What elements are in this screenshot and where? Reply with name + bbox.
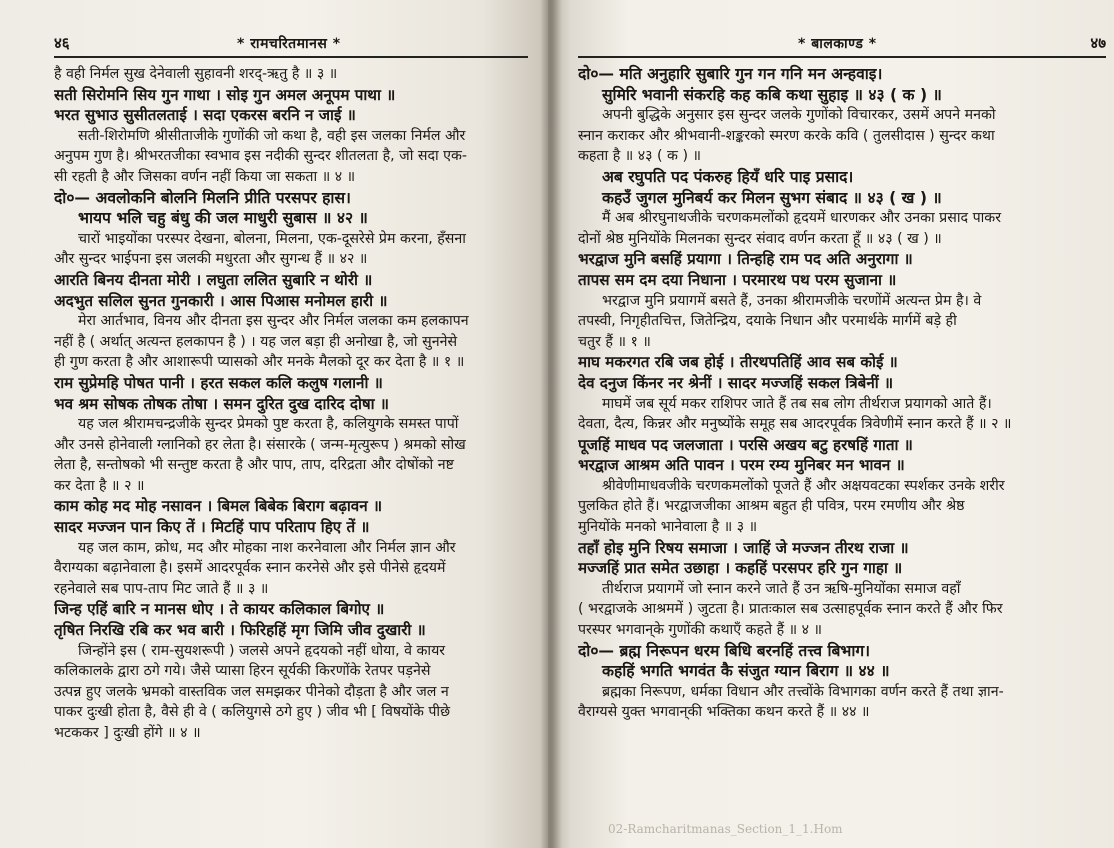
prose-line: उत्पन्न हुए जलके भ्रमको वास्तविक जल समझकर पीनेको दौड़ता है और जल न (54, 683, 449, 700)
prose-line: ( भरद्वाजके आश्रममें ) जुटता है। प्रातःकाल सब उत्साहपूर्वक स्नान करते हैं और फिर (578, 601, 1003, 618)
doha-line: अब रघुपति पद पंकरुह हियँ धरि पाइ प्रसाद। (602, 167, 854, 186)
prose-line: नहीं है ( अर्थात् अत्यन्त हलकापन है ) । यह जल बड़ा ही अनोखा है, जो सुननेसे (54, 333, 458, 350)
verse-line: जिन्ह एहिं बारि न मानस धोए । ते कायर कलिकाल बिगोए ॥ (54, 600, 385, 619)
prose-line: जिन्होंने इस ( राम-सुयशरूपी ) जलसे अपने हृदयको नहीं धोया, वे कायर (78, 642, 446, 659)
right-page (548, 0, 1114, 848)
prose-line: माघमें जब सूर्य मकर राशिपर जाते हैं तब सब लोग तीर्थराज प्रयागको आते हैं। (602, 395, 992, 412)
verse-line: राम सुप्रेमहि पोषत पानी । हरत सकल कलि कलुष गलानी ॥ (54, 373, 383, 392)
prose-line: अनुपम गुण है। श्रीभरतजीका स्वभाव इस नदीकी सुन्दर शीतलता है, जो सदा एक- (54, 148, 468, 165)
doha-line: दो०— मति अनुहारि सुबारि गुन गन गनि मन अन्हवाइ। (578, 65, 883, 83)
left-page-text (54, 64, 528, 744)
prose-line: लेता है, सन्तोषको भी सन्तुष्ट करता है और पाप, ताप, दरिद्रता और दोषोंको नष्ट (54, 457, 454, 474)
right-page-number: ४७ (1090, 34, 1106, 52)
right-page-text (578, 64, 1106, 723)
verse-line: अदभुत सलिल सुनत गुनकारी । आस पिआस मनोमल हारी ॥ (54, 291, 388, 310)
prose-line: यह जल श्रीरामचन्द्रजीके सुन्दर प्रेमको पुष्ट करता है, कलियुगके समस्त पापों (78, 416, 459, 433)
prose-line: ही गुण करता है और आशारूपी प्यासको और मनके मैलको दूर कर देता है ॥ १ ॥ (54, 354, 465, 371)
prose-line: और सुन्दर भाईपना इस जलकी मधुरता और सुगन्ध हैं ॥ ४२ ॥ (54, 251, 368, 268)
prose-line: पुलकित होते हैं। भरद्वाजजीका आश्रम बहुत ही पवित्र, परम रमणीय और श्रेष्ठ (578, 498, 965, 515)
prose-line: रहनेवाले सब पाप-ताप मिट जाते हैं ॥ ३ ॥ (54, 580, 269, 597)
prose-line: मुनियोंके मनको भानेवाला है ॥ ३ ॥ (578, 519, 758, 536)
prose-line: तीर्थराज प्रयागमें जो स्नान करने जाते हैं उन ऋषि-मुनियोंका समाज वहाँ (602, 580, 961, 597)
faded-footer-mark: 02-Ramcharitmanas_Section_1_1.Hom (608, 822, 843, 836)
prose-line: भटककर ] दुःखी होंगे ॥ ४ ॥ (54, 725, 201, 741)
left-page-header (54, 30, 528, 58)
prose-line: मैं अब श्रीरघुनाथजीके चरणकमलोंको हृदयमें धारणकर और उनका प्रसाद पाकर (602, 210, 1001, 227)
verse-line: भरद्वाज आश्रम अति पावन । परम रम्य मुनिबर मन भावन ॥ (578, 456, 905, 475)
verse-line: भरद्वाज मुनि बसहिं प्रयागा । तिन्हहि राम पद अति अनुरागा ॥ (578, 250, 913, 269)
prose-line: मेरा आर्तभाव, विनय और दीनता इस सुन्दर और निर्मल जलका कम हलकापन (78, 313, 469, 330)
prose-line: परस्पर भगवान्‌के गुणोंकी कथाएँ कहते हैं ॥ ४ ॥ (578, 622, 823, 639)
prose-line: दोनों श्रेष्ठ मुनियोंके मिलनका सुन्दर संवाद वर्णन करता हूँ ॥ ४३ ( ख ) ॥ (578, 230, 942, 247)
prose-line: भरद्वाज मुनि प्रयागमें बसते हैं, उनका श्रीरामजीके चरणोंमें अत्यन्त प्रेम है। वे (602, 292, 982, 309)
prose-line: कलिकालके द्वारा ठगे गये। जैसे प्यासा हिरन सूर्यकी किरणोंके रेतपर पड़नेसे (54, 663, 431, 680)
doha-line: दो०— अवलोकनि बोलनि मिलनि प्रीति परसपर हास। (54, 188, 351, 207)
verse-line: पूजहिं माधव पद जलजाता । परसि अखय बटु हरषहिं गाता ॥ (578, 435, 913, 454)
prose-line: कर देता है ॥ २ ॥ (54, 477, 145, 494)
prose-line: वैराग्यका बढ़ानेवाला है। इसमें आदरपूर्वक स्नान करनेसे और इसे पीनेसे हृदयमें (54, 560, 446, 577)
verse-line: सादर मज्जन पान किए तें । मिटहिं पाप परिताप हिए तें ॥ (54, 518, 370, 537)
doha-line: सुमिरि भवानी संकरहि कह कबि कथा सुहाइ ॥ ४३ ( क ) ॥ (602, 85, 942, 104)
prose-line: वैराग्यसे युक्त भगवान्‌की भक्तिका कथन करते हैं ॥ ४४ ॥ (578, 704, 870, 721)
verse-line: तृषित निरखि रबि कर भव बारी । फिरिहहिं मृग जिमि जीव दुखारी ॥ (54, 621, 426, 640)
verse-line: भव श्रम सोषक तोषक तोषा । समन दुरित दुख दारिद दोषा ॥ (54, 394, 389, 413)
prose-line: चतुर हैं ॥ १ ॥ (578, 333, 651, 350)
prose-line: यह जल काम, क्रोध, मद और मोहका नाश करनेवाला और निर्मल ज्ञान और (78, 539, 456, 556)
verse-line: काम कोह मद मोह नसावन । बिमल बिबेक बिराग बढ़ावन ॥ (54, 497, 383, 516)
verse-line: तहाँ होइ मुनि रिषय समाजा । जाहिं जे मज्जन तीरथ राजा ॥ (578, 538, 909, 557)
verse-line: माघ मकरगत रबि जब होई । तीरथपतिहिं आव सब कोई ॥ (578, 353, 898, 372)
doha-line: कहउँ जुगल मुनिबर्य कर मिलन सुभग संबाद ॥ ४३ ( ख ) ॥ (602, 188, 942, 207)
verse-line: तापस सम दम दया निधाना । परमारथ पथ परम सुजाना ॥ (578, 270, 897, 289)
prose-line: चारों भाइयोंका परस्पर देखना, बोलना, मिलना, एक-दूसरेसे प्रेम करना, हँसना (78, 230, 466, 247)
prose-line: सी रहती है और जिसका वर्णन नहीं किया जा सकता ॥ ४ ॥ (54, 168, 356, 185)
prose-line: तपस्वी, निगृहीतचित्त, जितेन्द्रिय, दयाके निधान और परमार्थके मार्गमें बड़े ही (578, 313, 957, 330)
right-page-header (578, 30, 1106, 58)
prose-line: पाकर दुःखी होता है, वैसे ही वे ( कलियुगसे ठगे हुए ) जीव भी [ विषयोंके पीछे (54, 704, 451, 721)
left-page (0, 0, 548, 848)
verse-line: देव दनुज किंनर नर श्रेनीं । सादर मज्जहिं सकल त्रिबेनीं ॥ (578, 373, 894, 392)
right-running-title: * बालकाण्ड * (798, 35, 877, 52)
prose-line: है वही निर्मल सुख देनेवाली सुहावनी शरद्-ऋतु है ॥ ३ ॥ (54, 66, 338, 82)
prose-line: स्नान कराकर और श्रीभवानी-शङ्करको स्मरण करके कवि ( तुलसीदास ) सुन्दर कथा (578, 127, 995, 144)
doha-line: कहहिं भगति भगवंत कै संजुत ग्यान बिराग ॥ ४४ ॥ (602, 662, 890, 681)
verse-line: भरत सुभाउ सुसीतलताई । सदा एकरस बरनि न जाई ॥ (54, 106, 356, 125)
prose-line: कहता है ॥ ४३ ( क ) ॥ (578, 148, 702, 165)
doha-line: भायप भलि चहु बंधु की जल माधुरी सुबास ॥ ४२ ॥ (78, 209, 368, 228)
verse-line: आरति बिनय दीनता मोरी । लघुता ललित सुबारि न थोरी ॥ (54, 270, 373, 289)
left-page-number: ४६ (54, 34, 70, 52)
prose-line: अपनी बुद्धिके अनुसार इस सुन्दर जलके गुणोंको विचारकर, उसमें अपने मनको (602, 107, 996, 124)
doha-line: दो०— ब्रह्म निरूपन धरम बिधि बरनहिं तत्त्व बिभाग। (578, 641, 871, 660)
prose-line: देवता, दैत्य, किन्नर और मनुष्योंके समूह सब आदरपूर्वक त्रिवेणीमें स्नान करते हैं ॥ २ ॥ (578, 416, 1012, 433)
prose-line: और उनसे होनेवाली ग्लानिको हर लेता है। संसारके ( जन्म-मृत्युरूप ) श्रमको सोख (54, 436, 466, 453)
prose-line: सती-शिरोमणि श्रीसीताजीके गुणोंकी जो कथा है, वही इस जलका निर्मल और (78, 127, 466, 144)
prose-line: श्रीवेणीमाधवजीके चरणकमलोंको पूजते हैं और अक्षयवटका स्पर्शकर उनके शरीर (602, 477, 1005, 494)
verse-line: मज्जहिं प्रात समेत उछाहा । कहहिं परसपर हरि गुन गाहा ॥ (578, 559, 903, 578)
left-running-title: * रामचरितमानस * (237, 35, 341, 52)
verse-line: सती सिरोमनि सिय गुन गाथा । सोइ गुन अमल अनूपम पाथा ॥ (54, 85, 396, 104)
prose-line: ब्रह्मका निरूपण, धर्मका विधान और तत्त्वोंके विभागका वर्णन करते हैं तथा ज्ञान- (602, 683, 1004, 700)
